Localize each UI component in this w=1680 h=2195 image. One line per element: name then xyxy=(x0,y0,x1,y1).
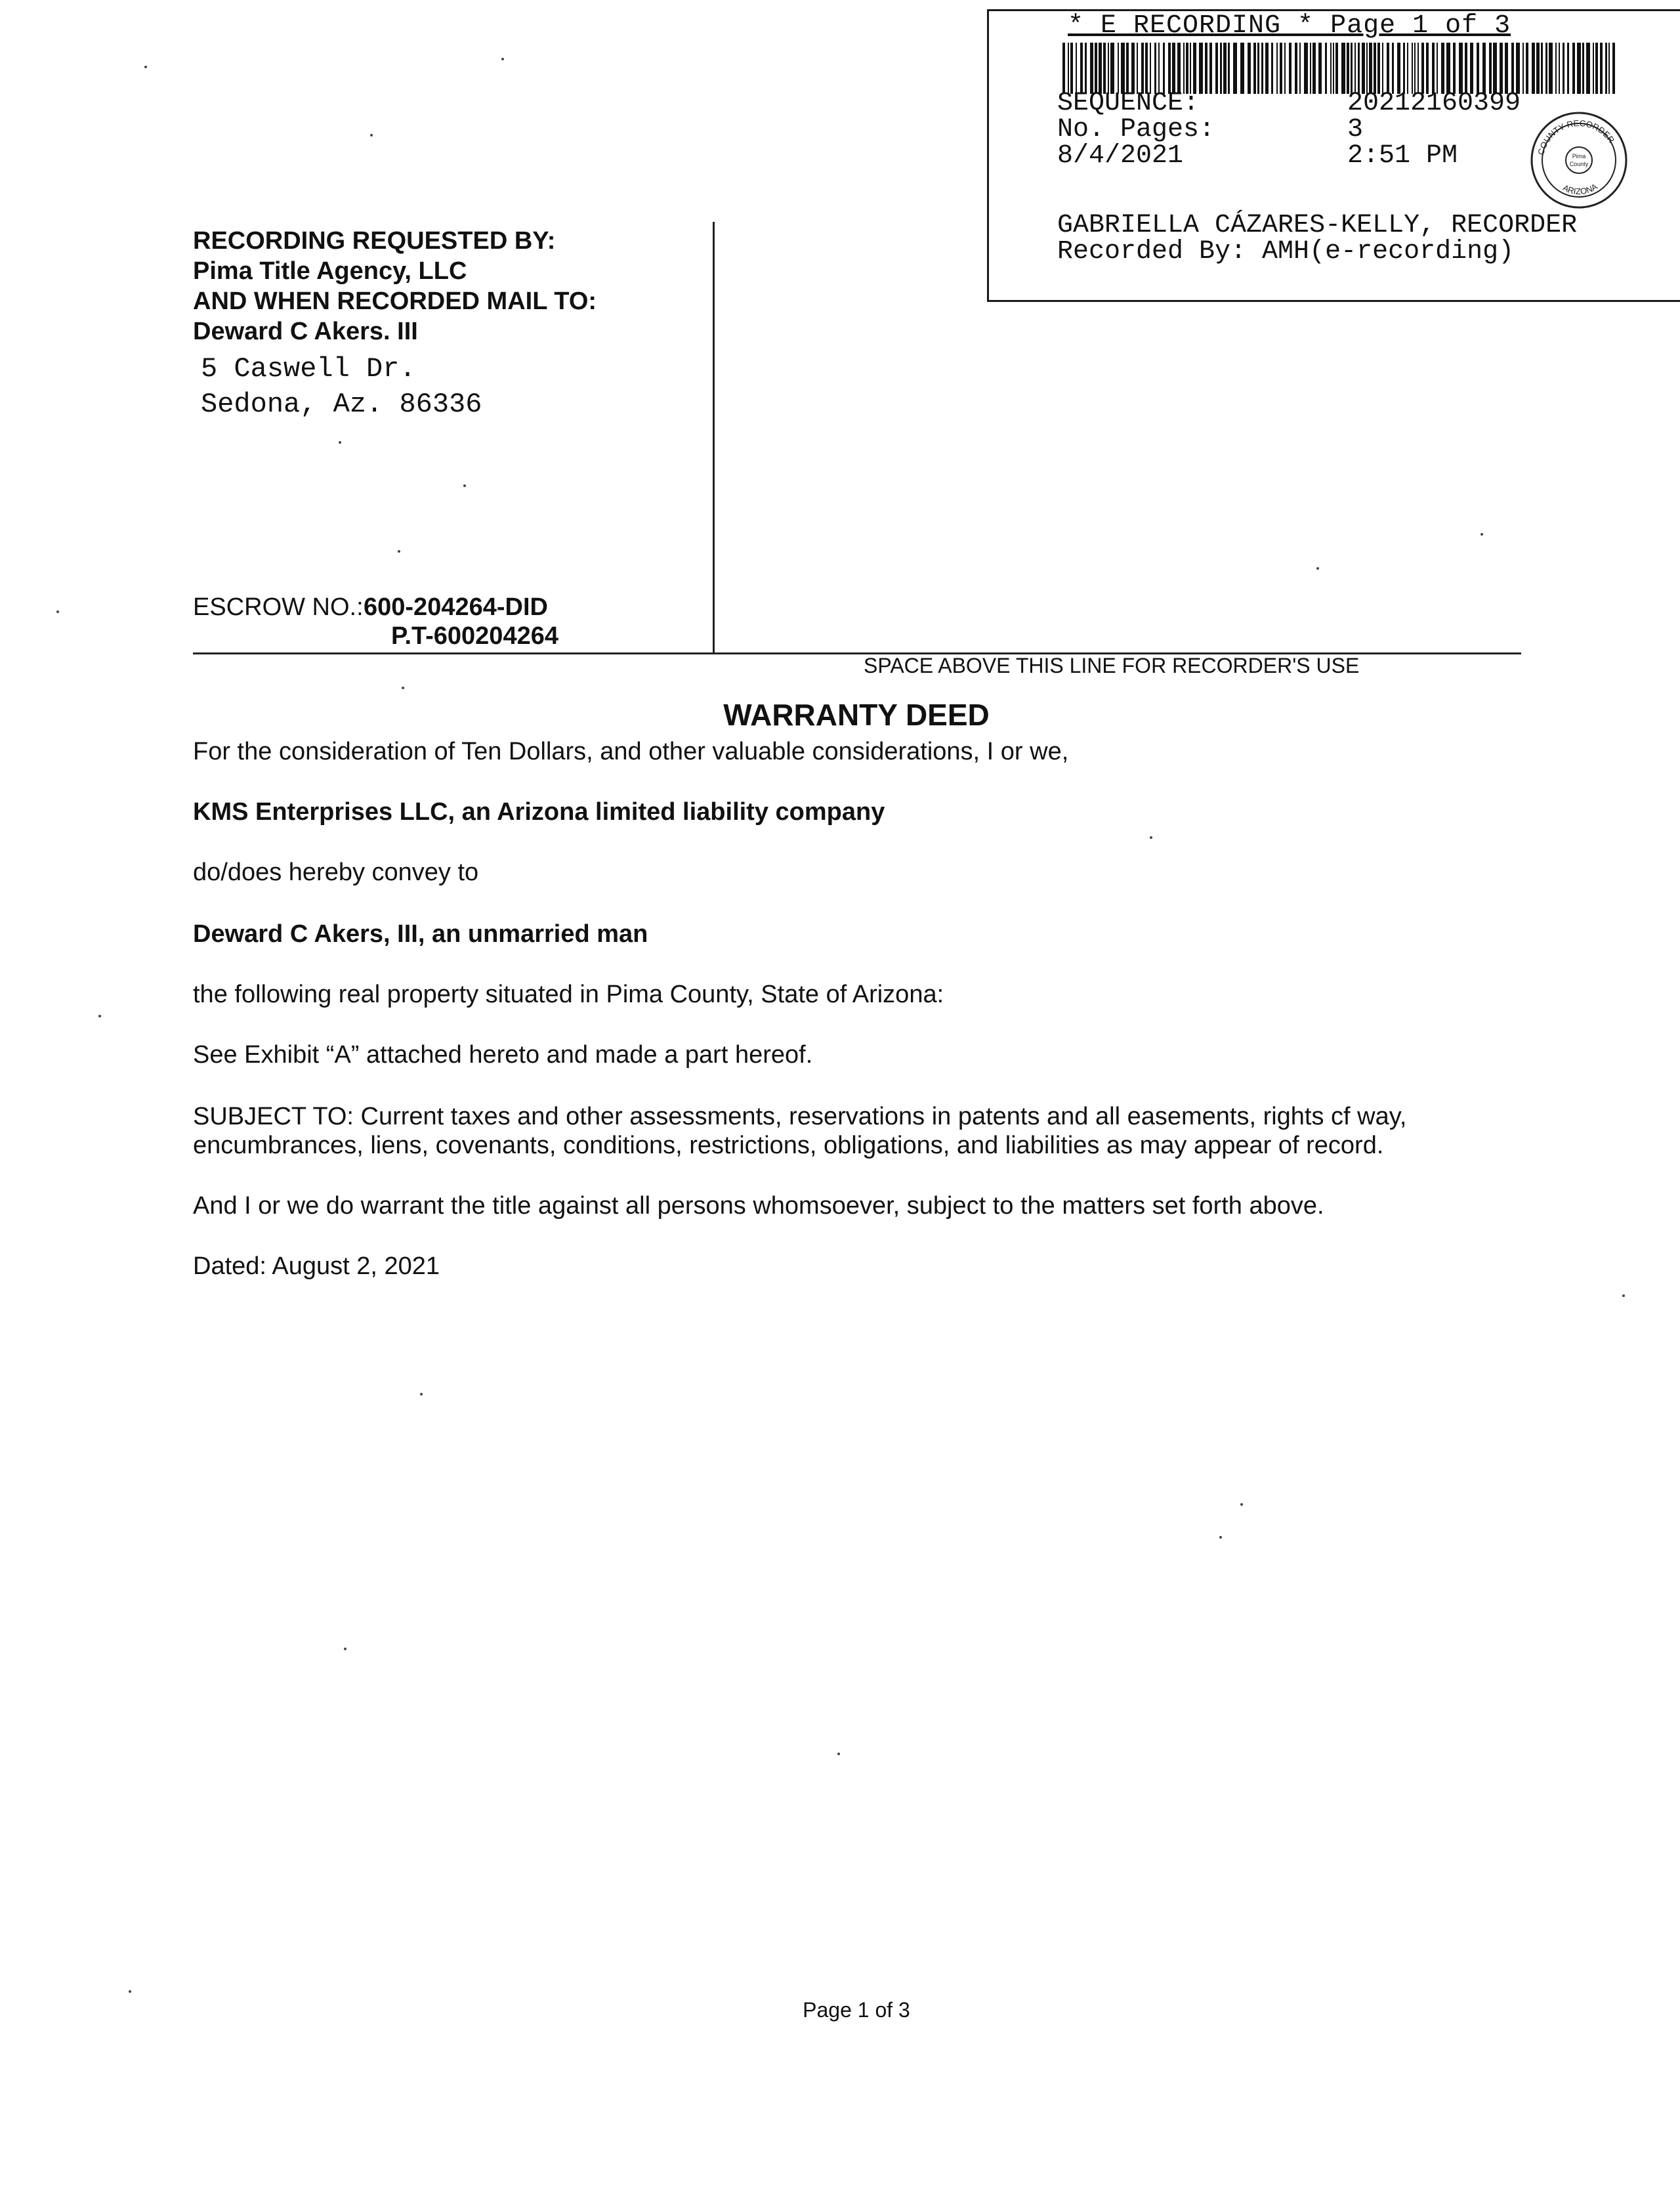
barcode-bar xyxy=(1289,43,1292,94)
barcode-bar xyxy=(1426,43,1429,94)
barcode-bar xyxy=(1593,43,1594,94)
scan-speck xyxy=(144,66,147,68)
barcode-bar xyxy=(1516,43,1520,94)
svg-text:Pima: Pima xyxy=(1572,153,1586,160)
recorder-stamp xyxy=(987,9,1680,302)
barcode-bar xyxy=(1335,43,1338,94)
barcode-bar xyxy=(1477,43,1479,94)
grantee: Deward C Akers, III, an unmarried man xyxy=(193,920,648,948)
address-line-1: 5 Caswell Dr. xyxy=(201,353,416,385)
barcode-bar xyxy=(1090,43,1093,94)
barcode-bar xyxy=(1600,43,1603,94)
barcode-bar xyxy=(1545,43,1547,94)
barcode-bar xyxy=(1168,43,1171,94)
barcode-bar xyxy=(1085,43,1087,94)
pages-value: 3 xyxy=(1347,115,1364,144)
barcode-bar xyxy=(1312,43,1316,94)
barcode-bar xyxy=(1493,43,1497,94)
barcode-bar xyxy=(1586,43,1590,94)
barcode-bar xyxy=(1177,43,1181,94)
barcode-bar xyxy=(1414,43,1416,94)
scan-speck xyxy=(420,1393,423,1396)
record-time: 2:51 PM xyxy=(1347,141,1458,171)
county-seal-icon xyxy=(1528,110,1629,211)
subject-to-line-2: encumbrances, liens, covenants, conditions, restrictions, obligations, and liabilities as may appear of record. xyxy=(193,1132,1384,1159)
scan-speck xyxy=(370,134,373,137)
barcode-bar xyxy=(1299,43,1301,94)
barcode-bar xyxy=(1108,43,1109,94)
mail-to-label: AND WHEN RECORDED MAIL TO: xyxy=(193,288,597,315)
exhibit-text: See Exhibit “A” attached hereto and made a part hereof. xyxy=(193,1041,813,1069)
barcode-bar xyxy=(1280,43,1282,94)
barcode-bar xyxy=(1555,43,1557,94)
barcode-bar xyxy=(1526,43,1528,94)
barcode-bar xyxy=(1150,43,1151,94)
barcode-bar xyxy=(1145,43,1148,94)
requested-by-label: RECORDING REQUESTED BY: xyxy=(193,227,556,255)
barcode-bar xyxy=(1605,43,1607,94)
barcode-bar xyxy=(1333,43,1334,94)
barcode-bar xyxy=(1577,43,1581,94)
scan-speck xyxy=(339,441,341,444)
barcode-bar xyxy=(1253,43,1256,94)
barcode-bar xyxy=(1397,43,1400,94)
barcode-bar xyxy=(1421,43,1424,94)
scan-speck xyxy=(1480,533,1483,536)
barcode-bar xyxy=(1453,43,1456,94)
barcode-bar xyxy=(1271,43,1273,94)
barcode-bar xyxy=(1459,43,1463,94)
barcode-bar xyxy=(1559,43,1560,94)
barcode-bar xyxy=(1199,43,1203,94)
barcode-bar xyxy=(1215,43,1218,94)
scan-speck xyxy=(344,1648,346,1650)
barcode-bar xyxy=(1310,43,1311,94)
barcode-bar xyxy=(1582,43,1584,94)
barcode-bar xyxy=(1095,43,1097,94)
barcode-bar xyxy=(1295,43,1297,94)
barcode-bar xyxy=(1369,43,1372,94)
scan-speck xyxy=(1219,1536,1222,1539)
barcode-bar xyxy=(1532,43,1535,94)
consideration-text: For the consideration of Ten Dollars, and other valuable considerations, I or we, xyxy=(193,738,1069,765)
barcode-bar xyxy=(1341,43,1345,94)
barcode-bar xyxy=(1158,43,1160,94)
scan-speck xyxy=(1150,836,1152,839)
barcode-bar xyxy=(1330,43,1332,94)
barcode-bar xyxy=(1572,43,1575,94)
barcode-bar xyxy=(1110,43,1114,94)
barcode-bar xyxy=(1362,43,1365,94)
page-number: Page 1 of 3 xyxy=(803,1998,910,2022)
barcode-bar xyxy=(1608,43,1610,94)
barcode-bar xyxy=(1403,43,1405,94)
barcode-bar xyxy=(1062,43,1065,94)
recorder-name: GABRIELLA CÁZARES-KELLY, RECORDER xyxy=(1057,211,1578,240)
stamp-header: * E RECORDING * Page 1 of 3 xyxy=(1068,11,1511,41)
barcode-bar xyxy=(1193,43,1196,94)
barcode-bar xyxy=(1549,43,1553,94)
barcode-bar xyxy=(1137,43,1138,94)
barcode-bar xyxy=(1228,43,1230,94)
barcode-bar xyxy=(1351,43,1353,94)
scan-speck xyxy=(837,1753,840,1755)
escrow-pt-number: P.T-600204264 xyxy=(391,622,558,650)
barcode-bar xyxy=(1354,43,1356,94)
barcode-bar xyxy=(1412,43,1413,94)
barcode-bar xyxy=(1382,43,1383,94)
dated-text: Dated: August 2, 2021 xyxy=(193,1252,440,1280)
barcode-bar xyxy=(1183,43,1185,94)
barcode-bar xyxy=(1595,43,1598,94)
barcode-bar xyxy=(1437,43,1438,94)
scan-speck xyxy=(129,1990,131,1993)
svg-text:County: County xyxy=(1569,161,1589,167)
barcode-bar xyxy=(1392,43,1394,94)
scan-speck xyxy=(56,610,59,613)
barcode-bar xyxy=(1347,43,1349,94)
scan-speck xyxy=(463,484,466,487)
svg-text:ARIZONA: ARIZONA xyxy=(1561,181,1599,197)
barcode-bar xyxy=(1500,43,1503,94)
barcode-bar xyxy=(1612,43,1615,94)
barcode-bar xyxy=(1374,43,1376,94)
barcode-bar xyxy=(1261,43,1263,94)
convey-text: do/does hereby convey to xyxy=(193,859,479,886)
scan-speck xyxy=(1316,567,1319,570)
barcode-bar xyxy=(1325,43,1327,94)
barcode-bar xyxy=(1240,43,1244,94)
deed-title: WARRANTY DEED xyxy=(723,698,990,732)
scan-speck xyxy=(398,550,400,553)
barcode-bar xyxy=(1284,43,1286,94)
recorder-use-note: SPACE ABOVE THIS LINE FOR RECORDER'S USE xyxy=(864,654,1360,677)
pages-label: No. Pages: xyxy=(1057,115,1215,144)
property-text: the following real property situated in Pima County, State of Arizona: xyxy=(193,981,944,1008)
barcode-bar xyxy=(1304,43,1308,94)
barcode-bar xyxy=(1432,43,1435,94)
barcode-bar xyxy=(1536,43,1540,94)
barcode-bar xyxy=(1099,43,1102,94)
barcode-bar xyxy=(1154,43,1156,94)
barcode-image xyxy=(1062,43,1615,94)
barcode-bar xyxy=(1276,43,1278,94)
barcode-bar xyxy=(1257,43,1259,94)
barcode-bar xyxy=(1265,43,1269,94)
barcode-bar xyxy=(1541,43,1543,94)
barcode-bar xyxy=(1366,43,1368,94)
barcode-bar xyxy=(1318,43,1322,94)
record-date: 8/4/2021 xyxy=(1057,141,1184,171)
subject-to-line-1: SUBJECT TO: Current taxes and other assessments, reservations in patents and all easements, rights cf way, xyxy=(193,1103,1407,1130)
barcode-bar xyxy=(1358,43,1360,94)
barcode-bar xyxy=(1186,43,1188,94)
escrow-number: 600-204264-DID xyxy=(364,593,548,621)
barcode-bar xyxy=(1070,43,1073,94)
barcode-bar xyxy=(1103,43,1106,94)
barcode-bar xyxy=(1205,43,1208,94)
warranty-text: And I or we do warrant the title against all persons whomsoever, subject to the matters set forth above. xyxy=(193,1192,1324,1220)
barcode-bar xyxy=(1567,43,1569,94)
barcode-bar xyxy=(1172,43,1175,94)
barcode-bar xyxy=(1482,43,1486,94)
escrow-label: ESCROW NO.: xyxy=(193,593,364,621)
barcode-bar xyxy=(1470,43,1473,94)
recorded-by: Recorded By: AMH(e-recording) xyxy=(1057,237,1515,266)
barcode-bar xyxy=(1209,43,1212,94)
barcode-bar xyxy=(1068,43,1069,94)
barcode-bar xyxy=(1223,43,1227,94)
mail-to-name: Deward C Akers. III xyxy=(193,318,418,345)
barcode-bar xyxy=(1141,43,1144,94)
barcode-bar xyxy=(1118,43,1119,94)
header-divider-vertical xyxy=(713,222,715,654)
scan-speck xyxy=(1622,1294,1625,1297)
barcode-bar xyxy=(1418,43,1419,94)
barcode-bar xyxy=(1522,43,1524,94)
barcode-bar xyxy=(1163,43,1165,94)
barcode-bar xyxy=(1505,43,1508,94)
svg-text:COUNTY RECORDER: COUNTY RECORDER xyxy=(1536,117,1617,156)
barcode-bar xyxy=(1489,43,1492,94)
scan-speck xyxy=(98,1015,101,1017)
barcode-bar xyxy=(1465,43,1467,94)
barcode-bar xyxy=(1080,43,1083,94)
scan-speck xyxy=(1240,1503,1243,1506)
scan-speck xyxy=(402,687,404,689)
barcode-bar xyxy=(1190,43,1191,94)
barcode-bar xyxy=(1248,43,1251,94)
barcode-bar xyxy=(1387,43,1389,94)
barcode-bar xyxy=(1076,43,1077,94)
barcode-bar xyxy=(1511,43,1514,94)
grantor: KMS Enterprises LLC, an Arizona limited liability company xyxy=(193,798,885,826)
barcode-bar xyxy=(1441,43,1444,94)
barcode-bar xyxy=(1233,43,1237,94)
barcode-bar xyxy=(1220,43,1222,94)
barcode-bar xyxy=(1377,43,1380,94)
barcode-bar xyxy=(1446,43,1450,94)
barcode-bar xyxy=(1563,43,1564,94)
barcode-bar xyxy=(1121,43,1125,94)
requested-by: Pima Title Agency, LLC xyxy=(193,257,467,285)
address-line-2: Sedona, Az. 86336 xyxy=(201,389,482,420)
barcode-bar xyxy=(1126,43,1129,94)
barcode-bar xyxy=(1131,43,1135,94)
barcode-bar xyxy=(1407,43,1408,94)
sequence-value: 20212160399 xyxy=(1347,89,1521,118)
sequence-label: SEQUENCE: xyxy=(1057,89,1200,118)
scan-speck xyxy=(501,58,504,60)
